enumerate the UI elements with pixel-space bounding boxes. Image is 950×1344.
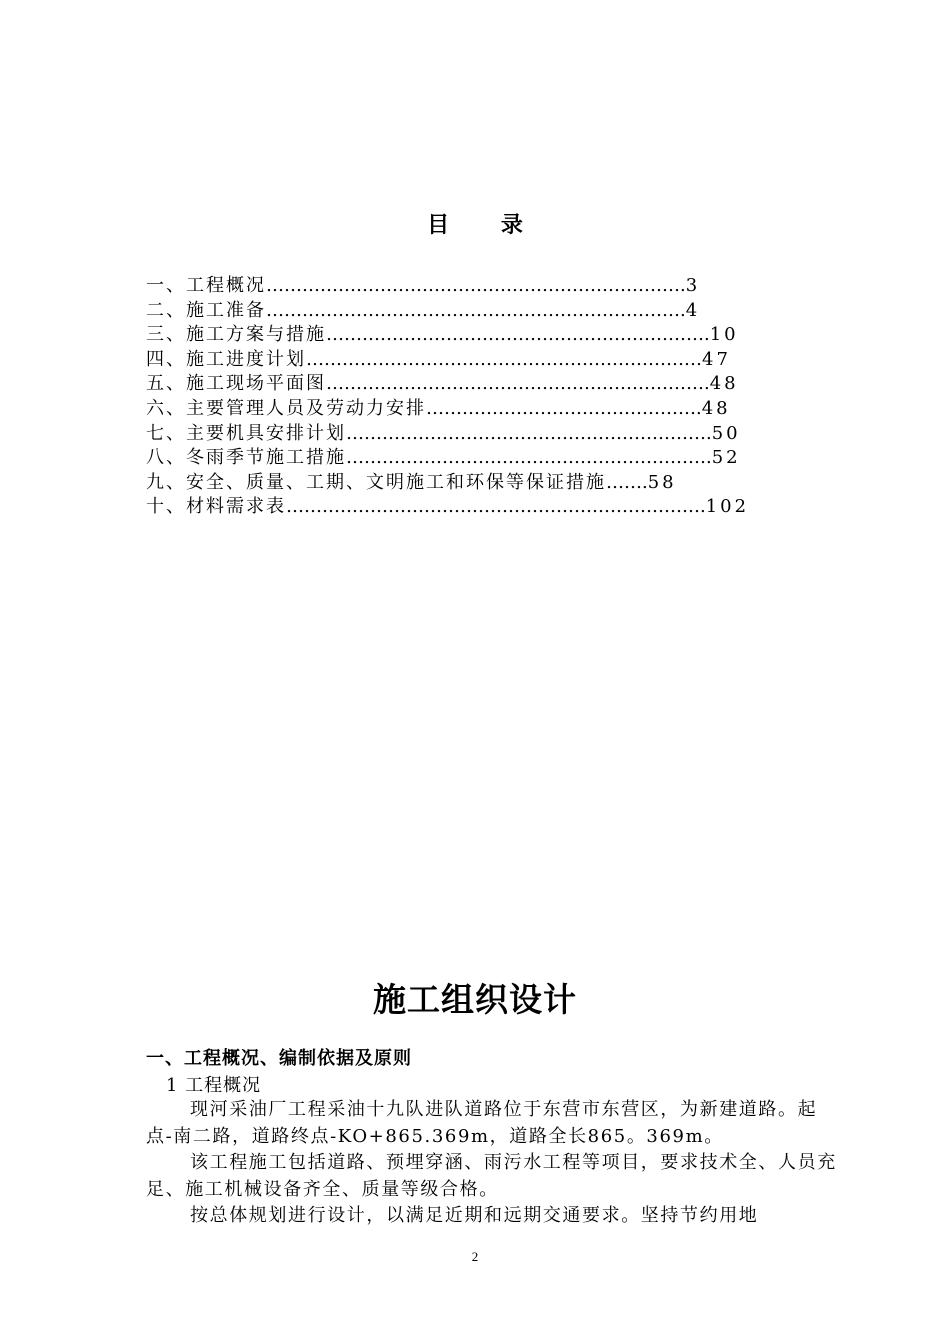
toc-item-label: 四、施工进度计划 (146, 348, 306, 370)
paragraph: 按总体规划进行设计，以满足近期和远期交通要求。坚持节约用地 (190, 1205, 759, 1226)
toc-item-leader: ……. (606, 471, 648, 493)
toc-item-leader: ………………………………………………………. (326, 373, 710, 395)
sub-heading: 1 工程概况 (166, 1075, 262, 1096)
toc-item-label: 一、工程概况 (146, 275, 266, 296)
toc-item-leader: ………………………………………………………. (326, 324, 710, 346)
toc-item-page: 102 (705, 496, 750, 518)
toc-item[interactable] (146, 274, 766, 299)
paragraph: 现河采油厂工程采油十九队进队道路位于东营市东营区，为新建道路。起点-南二路，道路终点-KO+865.369m，道路全长865。369m。 (146, 1099, 818, 1147)
toc-item-label: 六、主要管理人员及劳动力安排 (146, 397, 426, 419)
toc-item[interactable] (146, 495, 766, 520)
toc-item-page: 58 (647, 471, 677, 493)
toc-item-leader: ……………………………………………………. (346, 422, 712, 444)
toc-item-label: 七、主要机具安排计划 (146, 422, 346, 444)
toc-item-page: 48 (701, 397, 731, 419)
toc-item-page: 48 (709, 373, 739, 395)
toc-item-leader: ……………………………………………………………. (266, 299, 686, 321)
toc-item-leader: ………………………………………. (426, 397, 702, 419)
toc-item-page: 47 (702, 348, 731, 370)
toc-item[interactable] (146, 471, 766, 496)
toc-item-label: 三、施工方案与措施 (146, 324, 326, 346)
document-title: 施工组织设计 (373, 980, 577, 1019)
toc-item-leader: ……………………………………………………. (346, 447, 712, 469)
toc-title: 目 录 (427, 213, 545, 238)
toc-item-label: 二、施工准备 (146, 299, 266, 321)
toc-item-leader: ……………………………………………………………. (266, 275, 686, 296)
table-of-contents (146, 274, 766, 520)
body-text (146, 1097, 840, 1230)
paragraph: 该工程施工包括道路、预埋穿涵、雨污水工程等项目，要求技术全、人员充足、施工机械设备齐全、质量等级合格。 (146, 1152, 837, 1200)
toc-item-page: 3 (685, 275, 701, 296)
toc-item-label: 九、安全、质量、工期、文明施工和环保等保证措施 (146, 471, 606, 493)
toc-item[interactable] (146, 372, 766, 397)
toc-item-page: 10 (709, 324, 739, 346)
toc-item[interactable] (146, 397, 766, 422)
page-number: 2 (471, 1249, 479, 1264)
toc-item-label: 十、材料需求表 (146, 496, 286, 518)
section-heading: 一、工程概况、编制依据及原则 (146, 1048, 412, 1069)
toc-item-label: 五、施工现场平面图 (146, 373, 326, 395)
toc-item-leader: ………………………………………………………… (306, 348, 702, 370)
toc-item[interactable] (146, 348, 766, 373)
toc-item[interactable] (146, 422, 766, 447)
toc-item-page: 50 (711, 422, 741, 444)
toc-item[interactable] (146, 323, 766, 348)
toc-item-leader: ……………………………………………………………. (286, 496, 706, 518)
toc-item[interactable] (146, 299, 766, 324)
toc-item-label: 八、冬雨季节施工措施 (146, 447, 346, 469)
toc-item[interactable] (146, 446, 766, 471)
toc-item-page: 4 (685, 299, 701, 321)
toc-item-page: 52 (711, 447, 741, 469)
